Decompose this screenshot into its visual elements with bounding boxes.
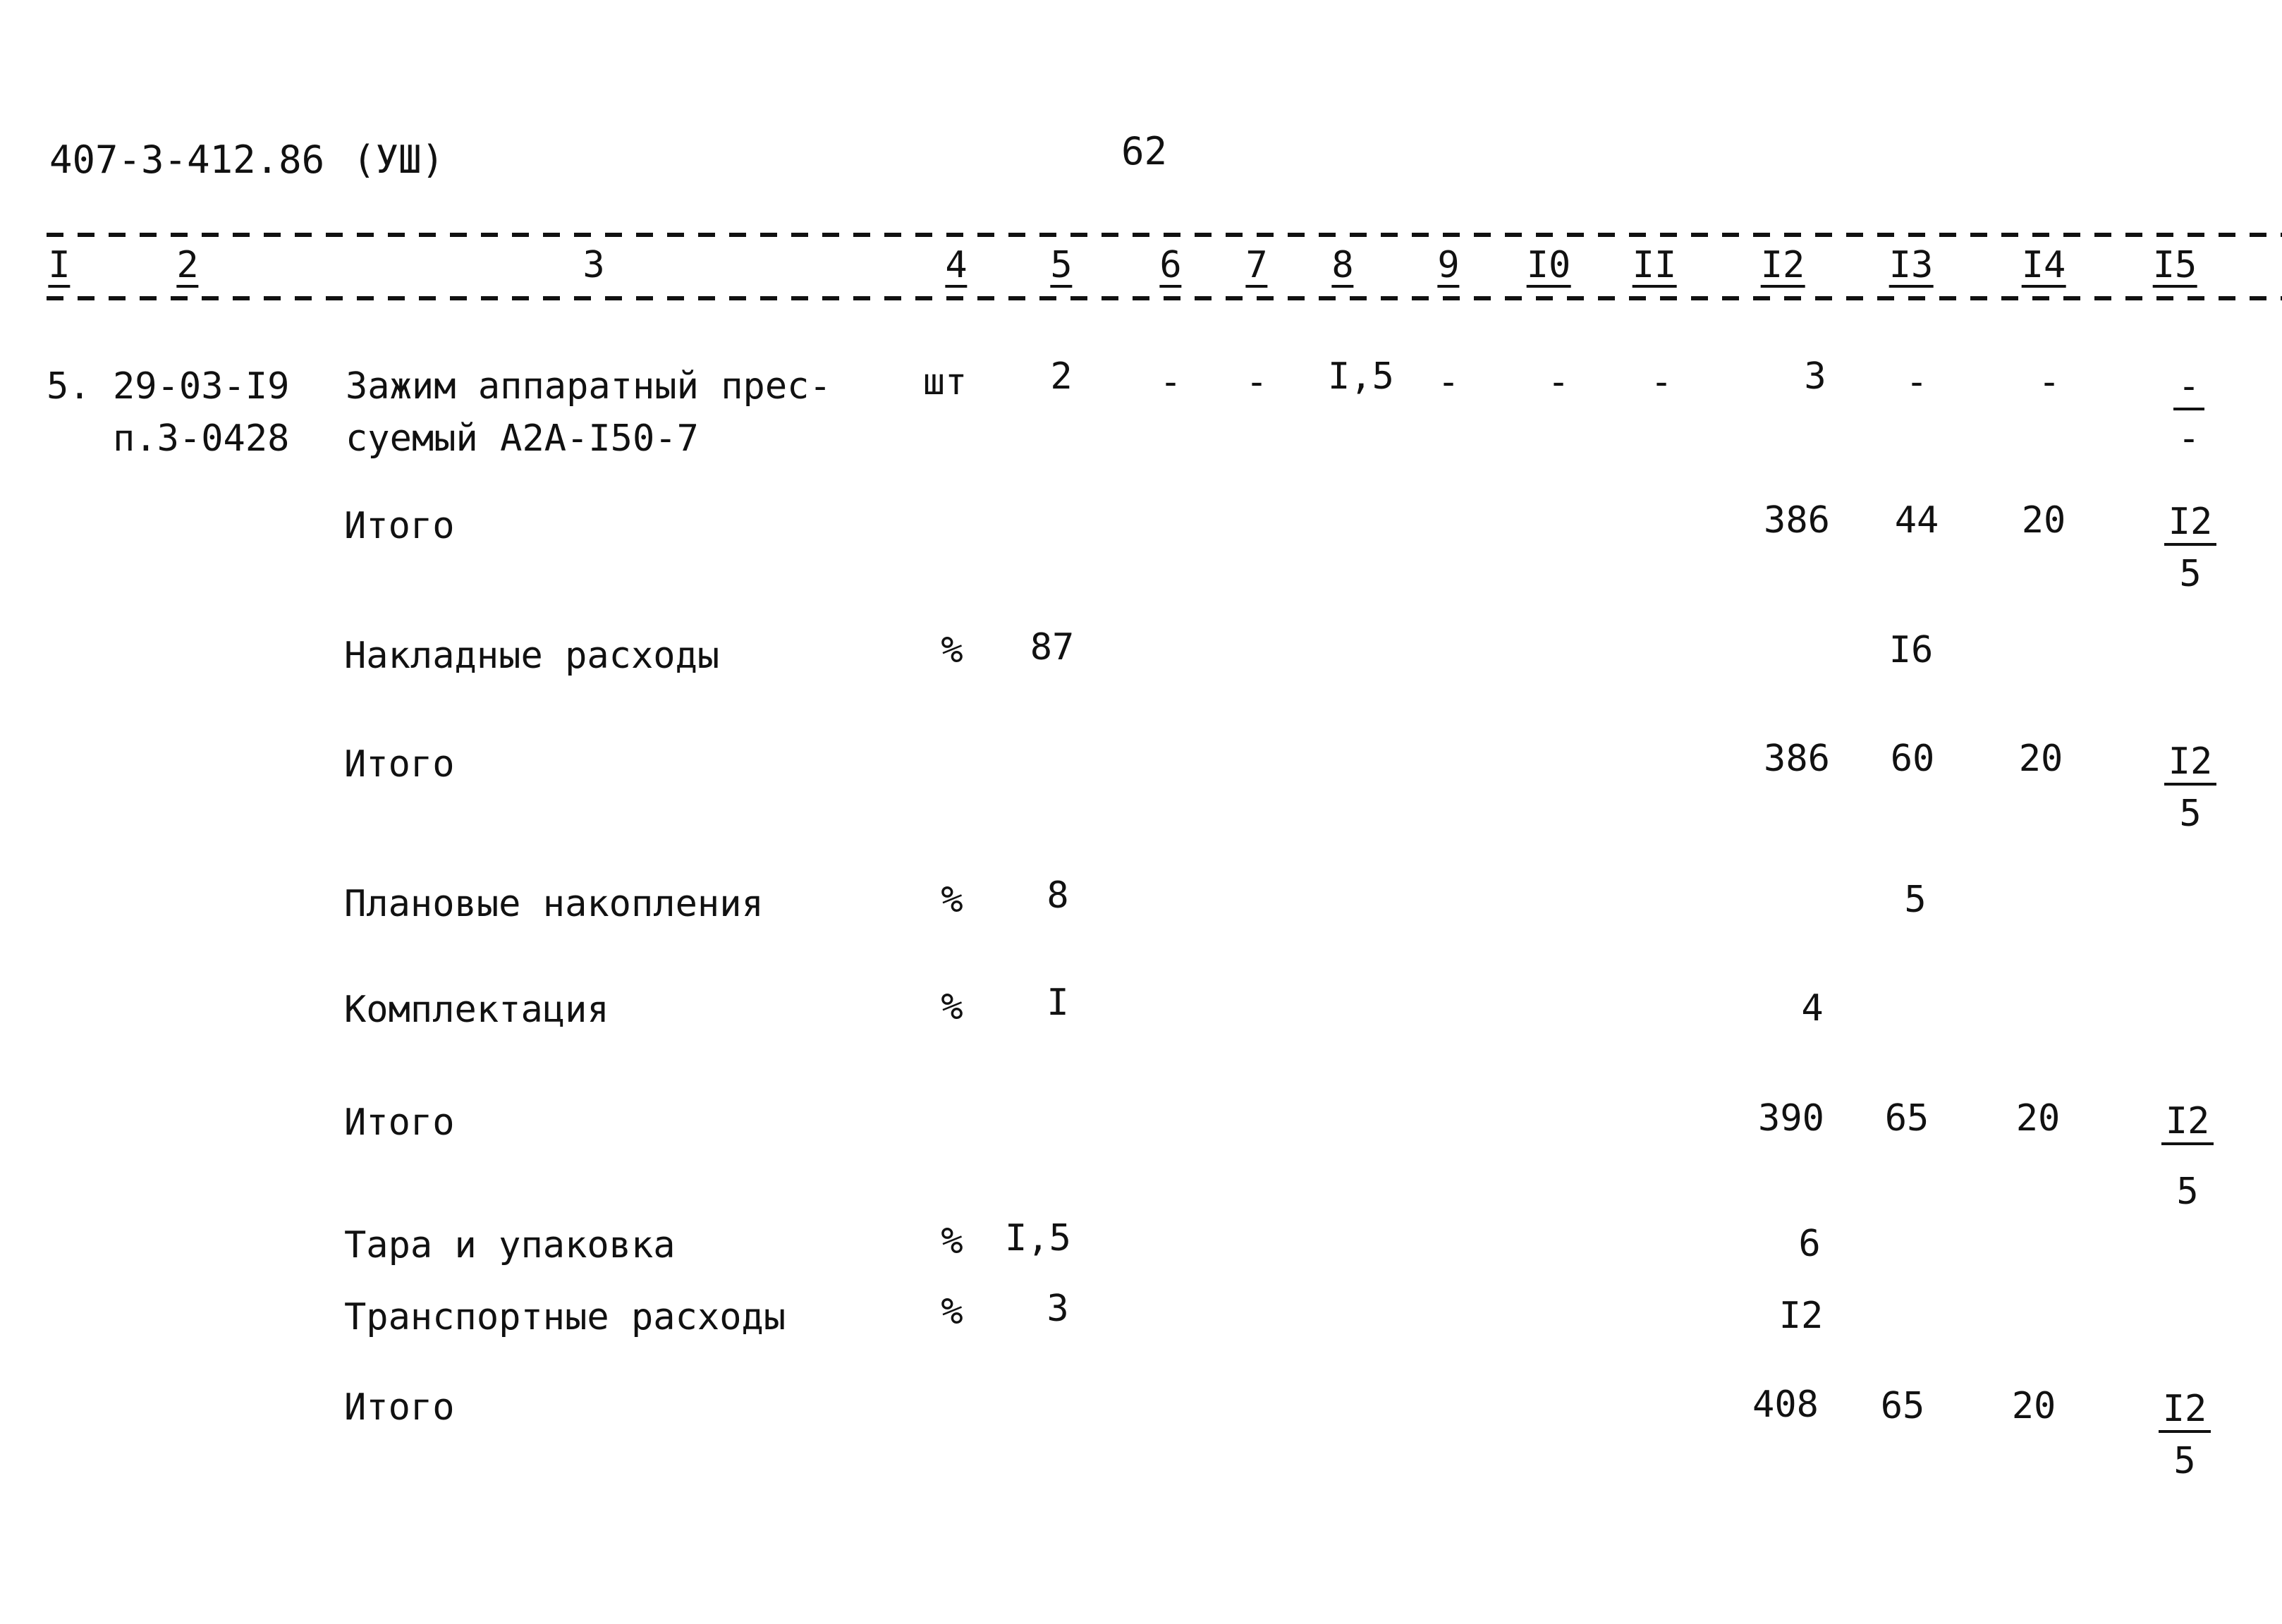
row-label: Транспортные расходы (344, 1296, 786, 1338)
column-number: 5 (1050, 244, 1073, 286)
column-number: 9 (1437, 244, 1460, 286)
row-col12: 4 (1801, 987, 1824, 1030)
row-label: Накладные расходы (344, 635, 720, 677)
item-col12: 3 (1804, 355, 1826, 398)
header-rule-bottom (47, 296, 2282, 300)
row-col15-denominator: 5 (2176, 1171, 2199, 1213)
page-number: 62 (1121, 129, 1168, 173)
item-unit: шт (922, 361, 968, 403)
row-col13: 5 (1904, 879, 1927, 921)
row-label: Итого (344, 505, 455, 547)
row-value: 87 (1030, 626, 1075, 668)
row-col15-denominator: 5 (2179, 793, 2202, 835)
row-value: 8 (1047, 874, 1069, 917)
row-unit: % (941, 1290, 963, 1333)
row-col12: 386 (1764, 499, 1830, 542)
column-number: 4 (945, 244, 968, 286)
row-col15-numerator: I2 (2159, 1391, 2211, 1433)
row-col15-fraction (2153, 1388, 2216, 1482)
item-col13: - (1905, 361, 1928, 403)
column-number: I2 (1760, 244, 1805, 286)
row-label: Итого (344, 743, 455, 786)
column-number: 6 (1159, 244, 1182, 286)
column-number: 7 (1245, 244, 1268, 286)
row-col13: 60 (1890, 738, 1935, 780)
row-col14: 20 (2011, 1385, 2056, 1427)
item-col8: I,5 (1328, 355, 1394, 398)
column-number: II (1632, 244, 1677, 286)
row-col14: 20 (2018, 738, 2063, 780)
item-code: 29-03-I9 (113, 365, 290, 408)
item-col15-fraction (2157, 365, 2221, 460)
column-number: 3 (582, 244, 605, 286)
row-col14: 20 (2015, 1097, 2061, 1140)
header-rule-top (47, 233, 2282, 237)
row-col12: 390 (1758, 1097, 1824, 1140)
column-number: 8 (1331, 244, 1354, 286)
row-col14: 20 (2021, 499, 2066, 542)
row-col12: I2 (1778, 1295, 1824, 1337)
item-col10: - (1547, 361, 1570, 403)
row-unit: % (941, 879, 963, 921)
row-label: Итого (344, 1101, 455, 1144)
row-value: I (1047, 982, 1069, 1024)
volume-label: (УШ) (353, 138, 445, 182)
row-label: Плановые накопления (344, 883, 764, 925)
item-col15-numerator: - (2173, 368, 2204, 410)
row-col13: 44 (1894, 499, 1939, 542)
item-name-continued: суемый А2А-I50-7 (346, 417, 699, 460)
row-col15-fraction (2156, 1100, 2219, 1213)
item-col7: - (1245, 361, 1268, 403)
column-number: 2 (176, 244, 199, 286)
item-col6: - (1159, 361, 1182, 403)
row-value: I,5 (1005, 1217, 1071, 1259)
column-number: I5 (2152, 244, 2197, 286)
row-col15-denominator: 5 (2179, 553, 2202, 595)
row-unit: % (941, 1220, 963, 1262)
item-col14: - (2038, 361, 2061, 403)
document-code: 407-3-412.86 (49, 138, 325, 182)
item-number: 5. (47, 365, 91, 408)
row-label: Итого (344, 1386, 455, 1429)
row-col12: 386 (1764, 738, 1830, 780)
row-label: Тара и упаковка (344, 1224, 676, 1266)
item-col9: - (1437, 361, 1460, 403)
item-qty: 2 (1050, 355, 1073, 398)
row-col12: 6 (1798, 1223, 1821, 1265)
item-col15-denominator: - (2178, 417, 2200, 460)
row-col12: 408 (1752, 1384, 1819, 1426)
row-col13: I6 (1889, 629, 1934, 671)
item-code-paragraph: п.3-0428 (113, 417, 290, 460)
column-number: I0 (1526, 244, 1571, 286)
item-col11: - (1650, 361, 1673, 403)
row-col13: 65 (1880, 1385, 1925, 1427)
column-number: I3 (1889, 244, 1934, 286)
row-col15-fraction (2159, 501, 2222, 595)
row-unit: % (941, 629, 963, 671)
column-number: I4 (2021, 244, 2066, 286)
row-col15-numerator: I2 (2164, 743, 2217, 786)
item-name: Зажим аппаратный прес- (346, 365, 831, 408)
row-col15-numerator: I2 (2161, 1103, 2214, 1145)
row-col15-fraction (2159, 740, 2222, 835)
row-col13: 65 (1884, 1097, 1929, 1140)
row-col15-denominator: 5 (2173, 1440, 2196, 1482)
row-label: Комплектация (344, 989, 609, 1031)
row-unit: % (941, 986, 963, 1028)
column-number: I (48, 244, 71, 286)
row-value: 3 (1047, 1288, 1069, 1330)
row-col15-numerator: I2 (2164, 503, 2217, 546)
